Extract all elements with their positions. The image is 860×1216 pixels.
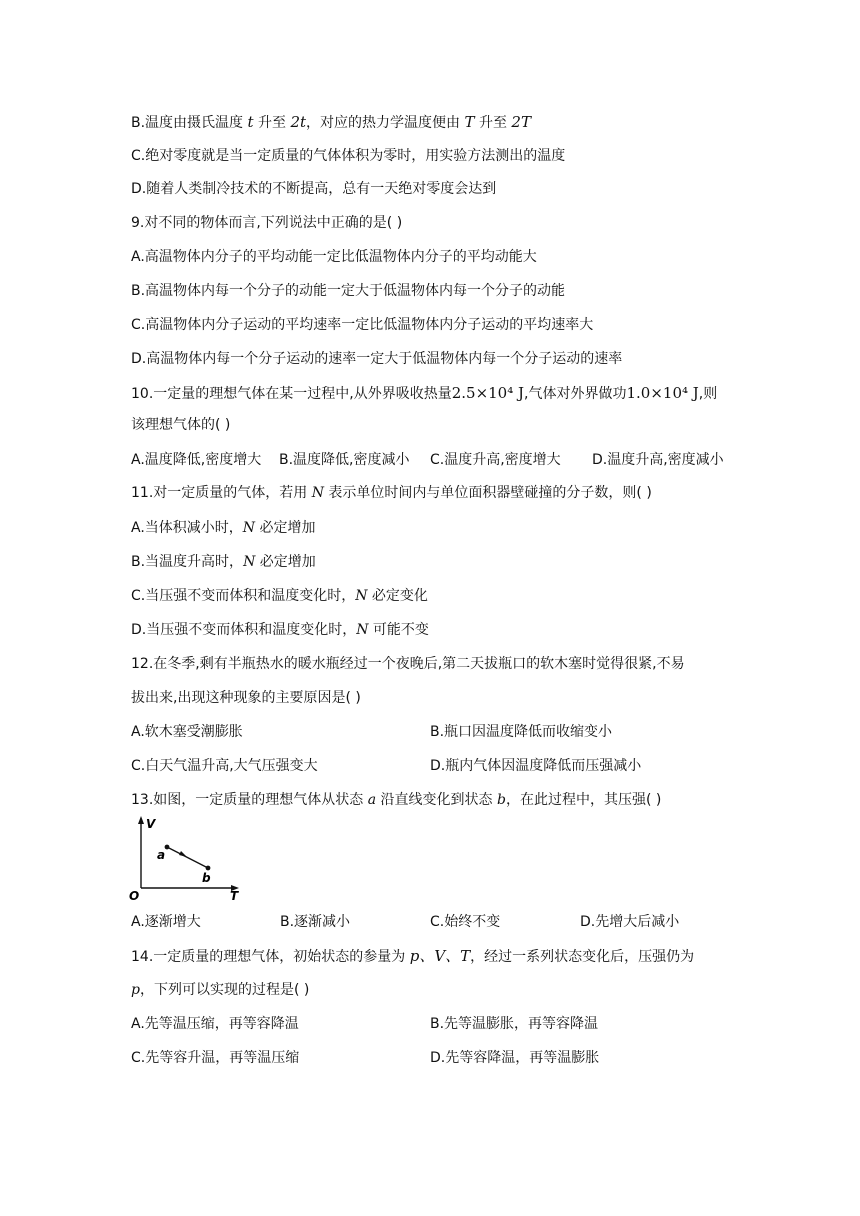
q8-b-text-4: 升至 (474, 115, 512, 131)
q13-options (131, 912, 679, 932)
var-b: b (496, 792, 506, 808)
q10-option-b: B.温度降低,密度减小 (279, 452, 410, 468)
var-N: N (311, 485, 324, 501)
q12-stem-line2: 拔出来,出现这种现象的主要原因是( ) (131, 690, 361, 706)
point-a (165, 845, 170, 850)
q11-stem-text-2: 表示单位时间内与单位面积器壁碰撞的分子数，则( ) (323, 485, 652, 501)
var-N: N (242, 520, 256, 536)
q11-stem-text: 11.对一定质量的气体，若用 (131, 485, 312, 501)
q10-stem-text: 10.一定量的理想气体在某一过程中,从外界吸收热量 (131, 386, 452, 402)
q11-d-text: D.当压强不变而体积和温度变化时， (131, 622, 357, 638)
var-2t: 2t (290, 113, 307, 131)
q10-option-a: A.温度降低,密度增大 (131, 452, 262, 468)
var-N: N (243, 554, 256, 570)
state-params: p、V、T (409, 947, 471, 965)
q11-option-b (131, 552, 316, 572)
q10-stem-text-3: ,则 (698, 386, 718, 402)
q14-option-c: C.先等容升温，再等温压缩 (131, 1050, 300, 1066)
q10-option-c: C.温度升高,密度增大 (430, 452, 561, 468)
q14-stem-line1 (131, 946, 694, 967)
heat-value: 2.5×10⁴ J (451, 384, 525, 402)
q14-stem-text: 14.一定质量的理想气体，初始状态的参量为 (131, 949, 410, 965)
q14-option-b: B.先等温膨胀，再等容降温 (430, 1016, 599, 1032)
q14-stem-text-3: ，下列可以实现的过程是( ) (139, 982, 310, 998)
q11-stem (131, 483, 652, 503)
q8-option-c: C.绝对零度就是当一定质量的气体体积为零时，用实验方法测出的温度 (131, 148, 566, 164)
q8-b-text: B.温度由摄氏温度 (131, 115, 248, 131)
q8-option-b (131, 112, 531, 133)
var-N: N (355, 588, 368, 604)
q12-option-a: A.软木塞受潮膨胀 (131, 724, 243, 740)
q10-stem-line1 (131, 383, 717, 404)
q14-stem-line2 (131, 980, 309, 1000)
q11-b-text-2: 必定增加 (255, 554, 316, 570)
var-2T: 2T (511, 113, 531, 131)
q11-a-text: A.当体积减小时， (131, 520, 243, 536)
q13-option-c: C.始终不变 (430, 914, 501, 930)
q8-b-text-2: 升至 (253, 115, 291, 131)
q8-b-text-3: ，对应的热力学温度便由 (306, 115, 465, 131)
point-b (206, 866, 211, 871)
work-value: 1.0×10⁴ J (626, 384, 699, 402)
vt-diagram (126, 814, 252, 902)
q11-d-text-2: 可能不变 (368, 622, 429, 638)
var-p: p (131, 982, 140, 998)
q13-option-d: D.先增大后减小 (580, 914, 680, 930)
point-a-label: a (157, 848, 166, 862)
q9-stem: 9.对不同的物体而言,下列说法中正确的是( ) (131, 215, 403, 231)
q12-option-c: C.白天气温升高,大气压强变大 (131, 758, 318, 774)
q13-stem-text-3: ，在此过程中，其压强( ) (505, 792, 662, 808)
q14-option-a: A.先等温压缩，再等容降温 (131, 1016, 299, 1032)
v-axis-label: V (146, 817, 156, 831)
q9-option-a: A.高温物体内分子的平均动能一定比低温物体内分子的平均动能大 (131, 249, 537, 265)
var-a: a (367, 792, 377, 808)
q13-stem (131, 790, 661, 810)
q11-option-d (131, 620, 429, 640)
q13-option-b: B.逐渐减小 (280, 914, 351, 930)
point-b-label: b (202, 871, 211, 885)
direction-arrow (179, 851, 187, 857)
v-axis-arrow (138, 816, 144, 824)
q10-stem-text-2: ,气体对外界做功 (524, 386, 627, 402)
q12-option-b: B.瓶口因温度降低而收缩变小 (430, 724, 613, 740)
q12-option-d: D.瓶内气体因温度降低而压强减小 (430, 758, 642, 774)
q11-c-text: C.当压强不变而体积和温度变化时， (131, 588, 356, 604)
q14-stem-text-2: ，经过一系列状态变化后，压强仍为 (470, 949, 695, 965)
q8-option-d: D.随着人类制冷技术的不断提高，总有一天绝对零度会达到 (131, 181, 497, 197)
q14-option-d: D.先等容降温，再等温膨胀 (430, 1050, 600, 1066)
q9-option-c: C.高温物体内分子运动的平均速率一定比低温物体内分子运动的平均速率大 (131, 317, 594, 333)
q11-c-text-2: 必定变化 (367, 588, 428, 604)
q11-option-a (131, 518, 315, 538)
origin-label: O (129, 889, 140, 902)
q13-stem-text: 13.如图，一定质量的理想气体从状态 (131, 792, 368, 808)
var-N: N (356, 622, 369, 638)
q10-options (131, 450, 724, 470)
q9-option-d: D.高温物体内每一个分子运动的速率一定大于低温物体内每一个分子运动的速率 (131, 351, 623, 367)
t-axis-label: T (230, 889, 239, 902)
q13-option-a: A.逐渐增大 (131, 914, 201, 930)
q11-option-c (131, 586, 428, 606)
q9-option-b: B.高温物体内每一个分子的动能一定大于低温物体内每一个分子的动能 (131, 283, 566, 299)
q10-stem-line2: 该理想气体的( ) (131, 417, 231, 433)
q12-stem-line1: 12.在冬季,剩有半瓶热水的暖水瓶经过一个夜晚后,第二天拔瓶口的软木塞时觉得很紧,不易 (131, 656, 685, 672)
q13-stem-text-2: 沿直线变化到状态 (376, 792, 497, 808)
var-t: t (247, 113, 254, 131)
process-line (167, 847, 208, 868)
q11-a-text-2: 必定增加 (255, 520, 316, 536)
q11-b-text: B.当温度升高时， (131, 554, 244, 570)
var-T: T (464, 113, 475, 131)
q10-option-d: D.温度升高,密度减小 (592, 452, 724, 468)
